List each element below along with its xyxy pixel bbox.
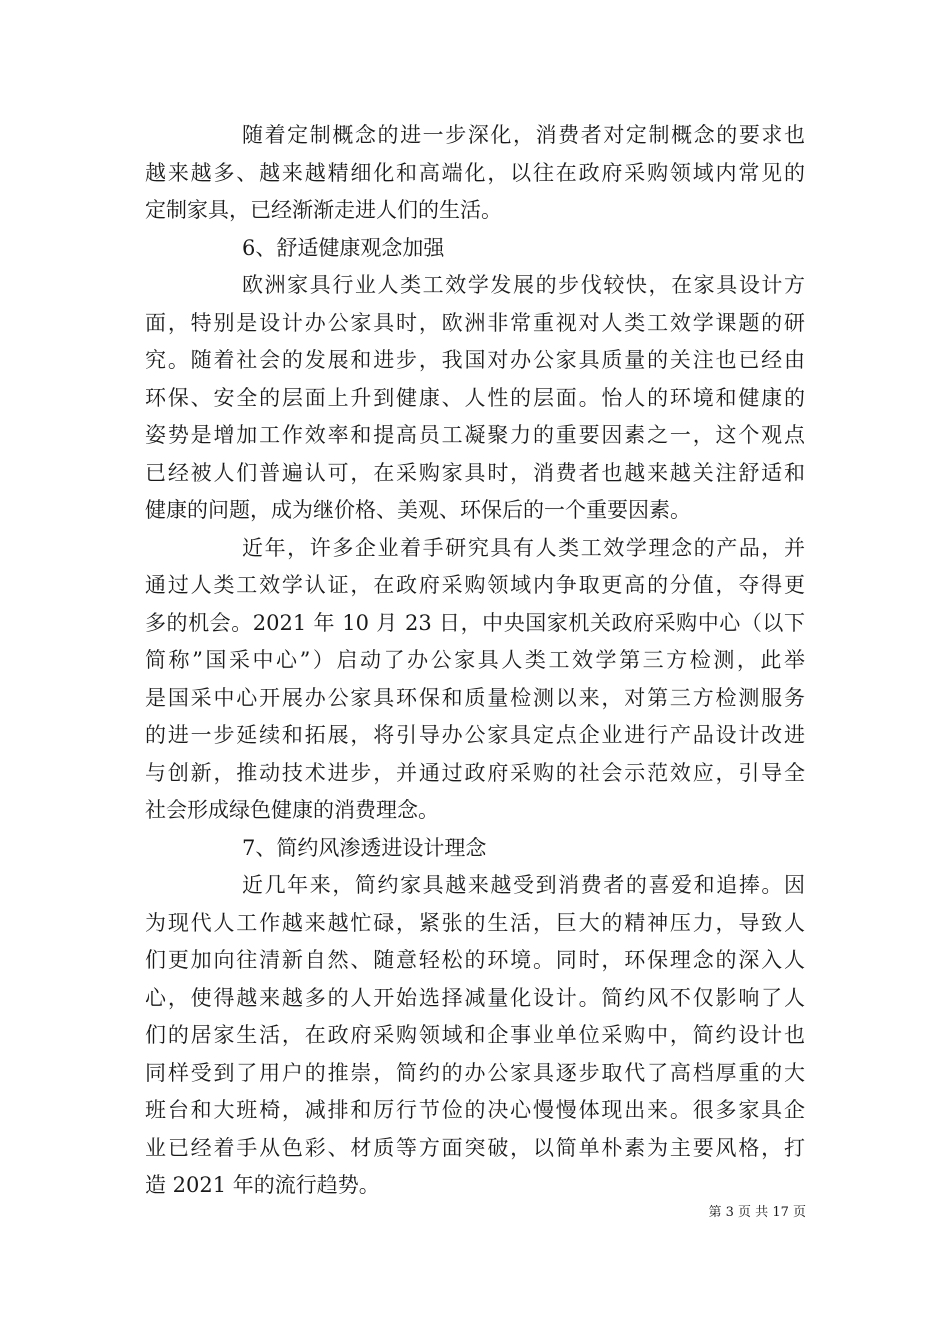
heading-line: 6、舒适健康观念加强 xyxy=(242,235,445,260)
text-line: 与创新，推动技术进步，并通过政府采购的社会示范效应，引导全 xyxy=(145,760,805,785)
text-line: 们的居家生活，在政府采购领域和企事业单位采购中，简约设计也 xyxy=(145,1023,805,1047)
text-line: 业已经着手从色彩、材质等方面突破，以简单朴素为主要风格，打 xyxy=(145,1135,805,1160)
paragraph-minimalism xyxy=(145,867,805,1205)
text-line: 为现代人工作越来越忙碌，紧张的生活，巨大的精神压力，导致人 xyxy=(145,910,805,935)
text-line: 健康的问题，成为继价格、美观、环保后的一个重要因素。 xyxy=(145,498,691,522)
paragraph-certification xyxy=(145,530,805,830)
section-heading-7 xyxy=(145,830,805,868)
page-number-footer: 第 3 页 共 17 页 xyxy=(708,1205,806,1220)
text-line: 定制家具，已经渐渐走进人们的生活。 xyxy=(145,198,502,222)
text-line: 班台和大班椅，减排和厉行节俭的决心慢慢体现出来。很多家具企 xyxy=(145,1098,805,1122)
text-line: 随着定制概念的进一步深化，消费者对定制概念的要求也 xyxy=(242,123,805,147)
paragraph-ergonomics xyxy=(145,267,805,530)
section-heading-6 xyxy=(145,230,805,268)
text-line: 造 2021 年的流行趋势。 xyxy=(145,1173,380,1197)
text-line: 姿势是增加工作效率和提高员工凝聚力的重要因素之一，这个观点 xyxy=(145,423,805,447)
text-line: 的进一步延续和拓展，将引导办公家具定点企业进行产品设计改进 xyxy=(145,723,805,747)
text-line: 近几年来，简约家具越来越受到消费者的喜爱和追捧。因 xyxy=(242,873,805,897)
text-line: 社会形成绿色健康的消费理念。 xyxy=(145,798,439,822)
document-body xyxy=(145,117,805,1205)
text-line: 们更加向往清新自然、随意轻松的环境。同时，环保理念的深入人 xyxy=(145,948,805,972)
text-line: 面，特别是设计办公家具时，欧洲非常重视对人类工效学课题的研 xyxy=(145,310,805,335)
text-line: 欧洲家具行业人类工效学发展的步伐较快，在家具设计方 xyxy=(242,273,805,297)
paragraph-custom-furniture xyxy=(145,117,805,230)
text-line: 近年，许多企业着手研究具有人类工效学理念的产品，并 xyxy=(242,535,805,560)
text-line: 已经被人们普遍认可，在采购家具时，消费者也越来越关注舒适和 xyxy=(145,460,805,485)
text-line: 越来越多、越来越精细化和高端化，以往在政府采购领域内常见的 xyxy=(145,160,805,185)
text-line: 是国采中心开展办公家具环保和质量检测以来，对第三方检测服务 xyxy=(145,685,805,710)
text-line: 环保、安全的层面上升到健康、人性的层面。怡人的环境和健康的 xyxy=(145,385,805,410)
text-line: 简称”国采中心”）启动了办公家具人类工效学第三方检测，此举 xyxy=(145,648,805,672)
text-line: 究。随着社会的发展和进步，我国对办公家具质量的关注也已经由 xyxy=(145,348,805,372)
text-line: 通过人类工效学认证，在政府采购领域内争取更高的分值，夺得更 xyxy=(145,573,805,597)
text-line: 同样受到了用户的推崇，简约的办公家具逐步取代了高档厚重的大 xyxy=(145,1060,805,1085)
text-line: 多的机会。2021 年 10 月 23 日，中央国家机关政府采购中心（以下 xyxy=(145,610,805,635)
text-line: 心，使得越来越多的人开始选择减量化设计。简约风不仅影响了人 xyxy=(145,985,805,1010)
heading-line: 7、简约风渗透进设计理念 xyxy=(242,835,487,860)
